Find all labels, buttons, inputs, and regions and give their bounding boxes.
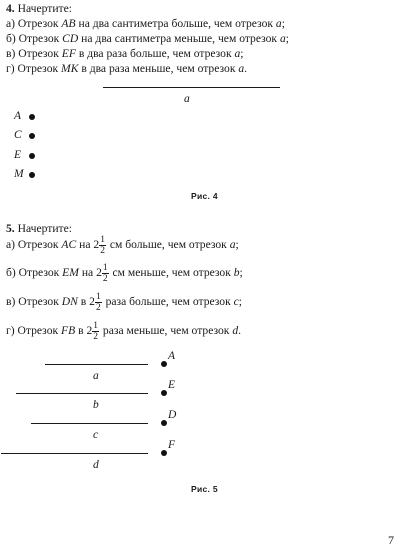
segment-d-line	[1, 453, 148, 454]
segment-a-label: a	[93, 370, 99, 382]
segment-c-line	[31, 423, 148, 424]
point-e-dot	[29, 153, 35, 159]
point-label-f: F	[168, 439, 176, 451]
point-c-dot	[29, 133, 35, 139]
task5-item-a: а) Отрезок AC на 2 $\frac{1}{2}$ см больше, чем отрезок a;	[6, 235, 239, 256]
task4-item-a: а) Отрезок AB на два сантиметра больше, чем отрезок a;	[6, 17, 285, 30]
task5-item-c: в) Отрезок DN в 2 $\frac{1}{2}$ раза больше, чем отрезок c;	[6, 292, 243, 313]
point-f-dot	[161, 450, 167, 456]
task5-number: 5.	[6, 222, 15, 235]
point-label-d: D	[168, 409, 177, 421]
segment-a-label: a	[184, 93, 190, 105]
task4-heading-text: Начертите:	[17, 2, 72, 15]
task4-item-d: г) Отрезок MK в два раза меньше, чем отрезок a.	[6, 62, 248, 75]
point-label-a: A	[14, 110, 22, 122]
segment-a-line	[45, 364, 148, 365]
task4-item-c: в) Отрезок EF в два раза больше, чем отрезок a;	[6, 47, 244, 60]
point-d-dot	[161, 420, 167, 426]
task4-heading	[6, 2, 72, 16]
task4-item-b: б) Отрезок CD на два сантиметра меньше, чем отрезок a;	[6, 32, 289, 45]
fraction-one-half: $\frac{1}{2}$	[102, 263, 108, 284]
figure5-caption: Рис. 5	[191, 484, 218, 494]
point-label-a: A	[168, 350, 176, 362]
segment-a-line	[103, 87, 280, 88]
point-m-dot	[29, 172, 35, 178]
point-label-c: C	[14, 129, 22, 141]
task5-heading	[6, 222, 72, 236]
page-number: 7	[388, 533, 394, 547]
point-a-dot	[161, 361, 167, 367]
figure4-caption: Рис. 4	[191, 191, 218, 201]
fraction-one-half: $\frac{1}{2}$	[100, 235, 105, 256]
task5-heading-text: Начертите:	[17, 222, 72, 235]
segment-b-line	[16, 393, 148, 394]
task5-item-b: б) Отрезок EM на 2 $\frac{1}{2}$ см меньше, чем отрезок b;	[6, 263, 243, 284]
segment-b-label: b	[93, 399, 99, 411]
point-e-dot	[161, 390, 167, 396]
segment-c-label: c	[93, 429, 99, 441]
fraction-one-half: $\frac{1}{2}$	[95, 292, 101, 313]
point-label-e: E	[168, 379, 176, 391]
point-a-dot	[29, 114, 35, 120]
point-label-e: E	[14, 149, 22, 161]
task5-item-d: г) Отрезок FB в 2 $\frac{1}{2}$ раза меньше, чем отрезок d.	[6, 321, 242, 342]
fraction-one-half: $\frac{1}{2}$	[93, 321, 99, 342]
task4-number: 4.	[6, 2, 15, 15]
point-label-m: M	[14, 168, 24, 180]
segment-d-label: d	[93, 459, 99, 471]
